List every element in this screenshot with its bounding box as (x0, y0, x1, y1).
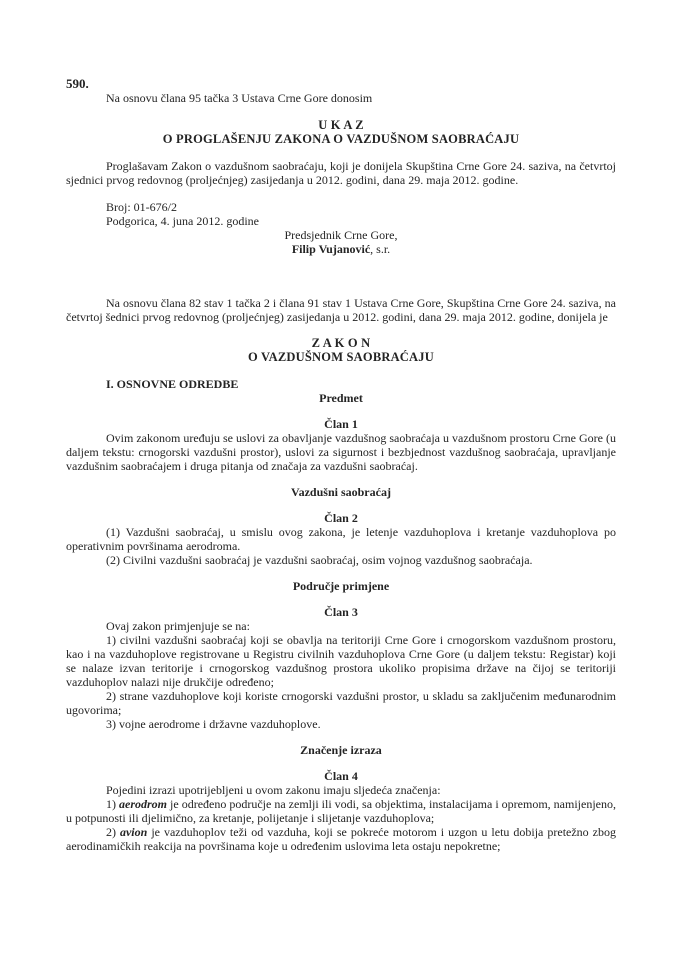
president-name: Filip Vujanović (291, 242, 371, 256)
article-4-item-2-number: 2) (106, 825, 120, 839)
article-4-item-1 (66, 797, 616, 825)
chapter-heading: I. OSNOVNE ODREDBE (106, 377, 239, 391)
president-signature-line (66, 242, 616, 256)
document-number-line: Broj: 01-676/2 (106, 200, 177, 214)
law-subtitle: O VAZDUŠNOM SAOBRAĆAJU (248, 350, 434, 364)
decree-number: 590. (66, 76, 89, 91)
place-date-line: Podgorica, 4. juna 2012. godine (106, 214, 259, 228)
article-2-paragraph-1: (1) Vazdušni saobraćaj, u smislu ovog zakona, je letenje vazduhoplova i kretanje vazduhoplova po operativnim površinama aerodroma. (66, 525, 616, 553)
article-4-item-2 (66, 825, 616, 853)
article-title-clan-3: Član 3 (324, 605, 358, 619)
ukaz-subtitle: O PROGLAŠENJU ZAKONA O VAZDUŠNOM SAOBRAĆAJU (162, 132, 520, 146)
term-aerodrom: aerodrom (119, 797, 168, 811)
law-title: Z A K O N (311, 336, 371, 350)
article-4-item-2-text: je vazduhoplov teži od vazduha, koji se pokreće motorom i uzgon u letu dobija pretežno zbog aerodinamičkih reakcija na površinama koje u određenim uslovima leta ostaju nepokretne; (66, 825, 616, 853)
article-3-intro-line: Ovaj zakon primjenjuje se na: (106, 619, 250, 633)
article-title-clan-2: Član 2 (324, 511, 358, 525)
article-4-intro-line: Pojedini izrazi upotrijebljeni u ovom zakonu imaju sljedeća značenja: (106, 783, 441, 797)
section-heading-podrucje-primjene: Područje primjene (292, 579, 390, 593)
law-preamble-paragraph: Na osnovu člana 82 stav 1 tačka 2 i člana 91 stav 1 Ustava Crne Gore, Skupština Crne Gore 24. saziva, na četvrtoj šednici prvog redovnog (proljećnjeg) zasijedanja u 2012. godini, dana 29. maja 2012. godine, donijela je (66, 296, 616, 324)
article-3-item-3: 3) vojne aerodrome i državne vazduhoplove. (106, 717, 321, 731)
article-1-paragraph: Ovim zakonom uređuju se uslovi za obavljanje vazdušnog saobraćaja u vazdušnom prostoru Crne Gore (u daljem tekstu: crnogorski vazdušni prostor), uslovi za sigurnost i bezbjednost vazdušnog saobraćaja, upravljanje vazdušnim saobraćajem i druga pitanja od značaja za vazdušni saobraćaj. (66, 431, 616, 473)
article-title-clan-4: Član 4 (324, 769, 358, 783)
ukaz-title: U K A Z (318, 118, 364, 132)
proclamation-paragraph: Proglašavam Zakon o vazdušnom saobraćaju, koji je donijela Skupština Crne Gore 24. saziva, na četvrtoj sjednici prvog redovnog (proljećnjeg) zasijedanja u 2012. godini, dana 29. maja 2012. godine. (66, 159, 616, 187)
term-avion: avion (119, 825, 148, 839)
section-heading-predmet: Predmet (319, 391, 363, 405)
article-4-item-1-number: 1) (106, 797, 120, 811)
article-3-item-1: 1) civilni vazdušni saobraćaj koji se obavlja na teritoriji Crne Gore i crnogorskom vazdušnom prostoru, kao i na vazduhoplove registrovane u Registru civilnih vazduhoplova Crne Gore (u daljem tekstu: Registar) koji se nalaze izvan teritorije i crnogorskog vazdušnog prostora ukoliko propisima države na čijoj se teritoriji vazduhoplov nalazi nije drukčije određeno; (66, 633, 616, 689)
article-title-clan-1: Član 1 (324, 417, 358, 431)
section-heading-vazdusni-saobracaj: Vazdušni saobraćaj (291, 485, 391, 499)
president-signature-suffix: , s.r. (370, 242, 391, 256)
ukaz-legal-basis-line: Na osnovu člana 95 tačka 3 Ustava Crne Gore donosim (106, 91, 373, 105)
article-3-item-2: 2) strane vazduhoplove koji koriste crnogorski vazdušni prostor, u skladu sa zaključenim međunarodnim ugovorima; (66, 689, 616, 717)
article-2-paragraph-2: (2) Civilni vazdušni saobraćaj je vazdušni saobraćaj, osim vojnog vazdušnog saobraćaja. (106, 553, 533, 567)
article-4-item-1-text: je određeno područje na zemlji ili vodi, sa objektima, instalacijama i opremom, namijenjeno, u potpunosti ili djelimično, za kretanje, polijetanje i slijetanje vazduhoplova; (66, 797, 617, 825)
section-heading-znacenje-izraza: Značenje izraza (300, 743, 382, 757)
president-title-line: Predsjednik Crne Gore, (284, 228, 398, 242)
